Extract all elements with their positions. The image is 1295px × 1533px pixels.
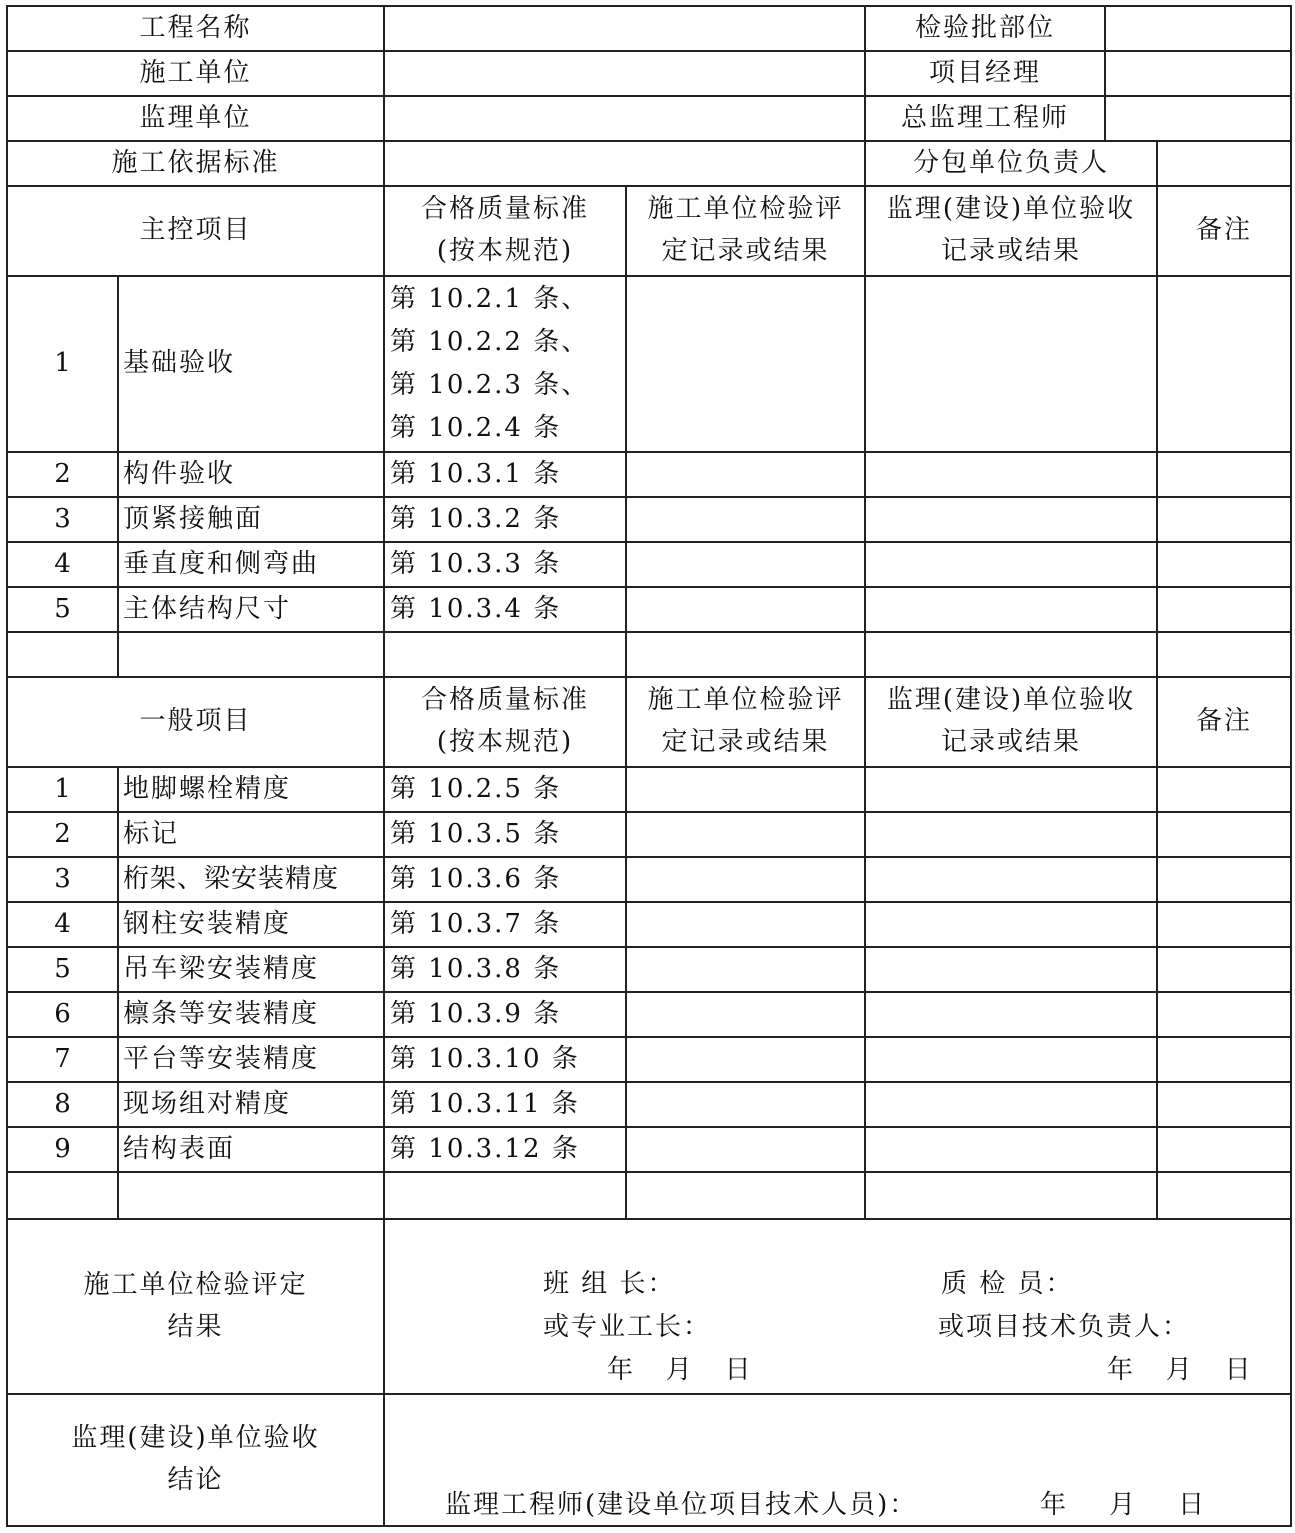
- blank-row: [7, 632, 1291, 677]
- std-column-header: [384, 677, 626, 767]
- item-number: 3: [7, 857, 118, 902]
- general-items-header-row: [7, 677, 1291, 767]
- supervisor-result-cell[interactable]: [865, 497, 1157, 542]
- supervisor-value[interactable]: [384, 96, 865, 141]
- item-standard: 第 10.3.7 条: [384, 902, 626, 947]
- supervisor-conclusion-signature-area[interactable]: [384, 1394, 1291, 1526]
- supervisor-result-cell[interactable]: [865, 947, 1157, 992]
- header-row-2: [7, 51, 1291, 96]
- header-row-4: [7, 141, 1291, 186]
- table-row: [7, 1037, 1291, 1082]
- blank-cell[interactable]: [1157, 632, 1291, 677]
- chief-engineer-value[interactable]: [1105, 96, 1291, 141]
- basis-standard-value[interactable]: [384, 141, 865, 186]
- item-standard: 第 10.3.2 条: [384, 497, 626, 542]
- item-standard: 第 10.3.8 条: [384, 947, 626, 992]
- contractor-result-label-line1: 施工单位检验评定: [83, 1269, 308, 1300]
- blank-cell[interactable]: [626, 632, 865, 677]
- item-name: 平台等安装精度: [118, 1037, 384, 1082]
- std-header-line2: (按本规范): [436, 236, 574, 266]
- supervisor-label: 监理单位: [7, 96, 384, 141]
- table-row: [7, 587, 1291, 632]
- std-line: 第 10.2.2 条、: [390, 327, 590, 357]
- contractor-column-header: [626, 677, 865, 767]
- inspection-form-table: [6, 5, 1292, 1527]
- item-number: 2: [7, 812, 118, 857]
- subcontractor-label: 分包单位负责人: [865, 141, 1157, 186]
- item-standard: 第 10.3.4 条: [384, 587, 626, 632]
- item-name: 檩条等安装精度: [118, 992, 384, 1037]
- std-line: 第 10.2.3 条、: [390, 370, 590, 400]
- contractor-date-right: 年 月 日: [1107, 1354, 1253, 1385]
- blank-cell[interactable]: [118, 1172, 384, 1219]
- item-standard: [384, 276, 626, 452]
- item-standard: 第 10.3.9 条: [384, 992, 626, 1037]
- item-number: 1: [7, 767, 118, 812]
- contractor-column-header: [626, 186, 865, 276]
- item-name: 主体结构尺寸: [118, 587, 384, 632]
- contractor-result-cell[interactable]: [626, 947, 865, 992]
- supervisor-result-cell[interactable]: [865, 1127, 1157, 1172]
- std-header-line1: 合格质量标准: [421, 685, 590, 716]
- item-number: 8: [7, 1082, 118, 1127]
- remarks-column-header: 备注: [1157, 186, 1291, 276]
- std-column-header: [384, 186, 626, 276]
- chief-engineer-label: 总监理工程师: [865, 96, 1105, 141]
- table-row: [7, 497, 1291, 542]
- table-row: [7, 542, 1291, 587]
- remarks-cell[interactable]: [1157, 1037, 1291, 1082]
- remarks-cell[interactable]: [1157, 276, 1291, 452]
- std-line: 第 10.2.4 条: [390, 413, 562, 443]
- header-row-1: [7, 6, 1291, 51]
- item-name: 吊车梁安装精度: [118, 947, 384, 992]
- item-number: 6: [7, 992, 118, 1037]
- item-name: 钢柱安装精度: [118, 902, 384, 947]
- item-name: 垂直度和侧弯曲: [118, 542, 384, 587]
- supervisor-conclusion-label-line1: 监理(建设)单位验收: [71, 1423, 320, 1454]
- contractor-header-line1: 施工单位检验评: [647, 685, 844, 716]
- item-standard: 第 10.3.1 条: [384, 452, 626, 497]
- team-leader-label: 班 组 长：: [543, 1268, 676, 1299]
- contractor-result-cell[interactable]: [626, 1037, 865, 1082]
- contractor-result-cell[interactable]: [626, 1127, 865, 1172]
- item-name: 结构表面: [118, 1127, 384, 1172]
- item-number: 9: [7, 1127, 118, 1172]
- contractor-label: 施工单位: [7, 51, 384, 96]
- item-name: 现场组对精度: [118, 1082, 384, 1127]
- blank-cell[interactable]: [626, 1172, 865, 1219]
- item-standard: 第 10.2.5 条: [384, 767, 626, 812]
- supervisor-result-cell[interactable]: [865, 992, 1157, 1037]
- item-number: 5: [7, 947, 118, 992]
- supervisor-header-line1: 监理(建设)单位验收: [886, 685, 1136, 716]
- remarks-cell[interactable]: [1157, 542, 1291, 587]
- remarks-cell[interactable]: [1157, 902, 1291, 947]
- supervisor-result-cell[interactable]: [865, 542, 1157, 587]
- inspector-label: 质 检 员：: [941, 1268, 1074, 1299]
- contractor-result-signature-area[interactable]: [384, 1219, 1291, 1394]
- item-name: 顶紧接触面: [118, 497, 384, 542]
- supervisor-date: 年 月 日: [1040, 1490, 1207, 1520]
- contractor-result-cell[interactable]: [626, 276, 865, 452]
- blank-cell[interactable]: [384, 1172, 626, 1219]
- remarks-cell[interactable]: [1157, 587, 1291, 632]
- table-row: [7, 992, 1291, 1037]
- item-number: 4: [7, 542, 118, 587]
- contractor-result-cell[interactable]: [626, 857, 865, 902]
- item-standard: 第 10.3.5 条: [384, 812, 626, 857]
- project-manager-value[interactable]: [1105, 51, 1291, 96]
- contractor-result-cell[interactable]: [626, 497, 865, 542]
- foreman-label: 或专业工长：: [543, 1311, 712, 1342]
- contractor-result-cell[interactable]: [626, 812, 865, 857]
- remarks-cell[interactable]: [1157, 452, 1291, 497]
- contractor-header-line1: 施工单位检验评: [647, 194, 844, 225]
- supervisor-column-header: [865, 186, 1157, 276]
- contractor-header-line2: 定记录或结果: [661, 727, 830, 757]
- contractor-result-label-line2: 结果: [167, 1311, 224, 1342]
- main-items-header-row: [7, 186, 1291, 276]
- remarks-cell[interactable]: [1157, 947, 1291, 992]
- remarks-cell[interactable]: [1157, 497, 1291, 542]
- item-standard: 第 10.3.10 条: [384, 1037, 626, 1082]
- supervisor-result-cell[interactable]: [865, 812, 1157, 857]
- blank-cell[interactable]: [384, 632, 626, 677]
- std-line: 第 10.2.1 条、: [390, 284, 590, 314]
- item-name: 桁架、梁安装精度: [118, 857, 384, 902]
- blank-cell[interactable]: [118, 632, 384, 677]
- item-name: 基础验收: [118, 276, 384, 452]
- table-row: [7, 947, 1291, 992]
- project-name-value[interactable]: [384, 6, 865, 51]
- contractor-value[interactable]: [384, 51, 865, 96]
- remarks-cell[interactable]: [1157, 1082, 1291, 1127]
- general-items-title: 一般项目: [7, 677, 384, 767]
- table-row: [7, 1082, 1291, 1127]
- project-manager-label: 项目经理: [865, 51, 1105, 96]
- supervisor-conclusion-label: [7, 1394, 384, 1526]
- supervisor-result-cell[interactable]: [865, 1082, 1157, 1127]
- table-row: [7, 1127, 1291, 1172]
- table-row: [7, 767, 1291, 812]
- item-number: 7: [7, 1037, 118, 1082]
- subcontractor-value[interactable]: [1157, 141, 1291, 186]
- contractor-header-line2: 定记录或结果: [661, 236, 830, 266]
- item-name: 标记: [118, 812, 384, 857]
- table-row: [7, 857, 1291, 902]
- contractor-result-cell[interactable]: [626, 542, 865, 587]
- supervisor-result-cell[interactable]: [865, 767, 1157, 812]
- batch-location-label: 检验批部位: [865, 6, 1105, 51]
- table-row: [7, 902, 1291, 947]
- supervisor-result-cell[interactable]: [865, 857, 1157, 902]
- item-number: 5: [7, 587, 118, 632]
- item-number: 3: [7, 497, 118, 542]
- supervisor-header-line2: 记录或结果: [941, 236, 1082, 266]
- item-name: 地脚螺栓精度: [118, 767, 384, 812]
- remarks-cell[interactable]: [1157, 992, 1291, 1037]
- table-row: [7, 812, 1291, 857]
- item-standard: 第 10.3.6 条: [384, 857, 626, 902]
- remarks-cell[interactable]: [1157, 857, 1291, 902]
- tech-lead-label: 或项目技术负责人：: [938, 1311, 1191, 1342]
- item-number: 1: [7, 276, 118, 452]
- contractor-result-cell[interactable]: [626, 992, 865, 1037]
- supervisor-conclusion-row: [7, 1394, 1291, 1526]
- supervisor-result-cell[interactable]: [865, 902, 1157, 947]
- contractor-result-cell[interactable]: [626, 902, 865, 947]
- table-row: [7, 276, 1291, 452]
- item-number: 2: [7, 452, 118, 497]
- item-name: 构件验收: [118, 452, 384, 497]
- supervisor-result-cell[interactable]: [865, 452, 1157, 497]
- blank-cell[interactable]: [1157, 1172, 1291, 1219]
- item-standard: 第 10.3.12 条: [384, 1127, 626, 1172]
- contractor-date-left: 年 月 日: [607, 1354, 753, 1385]
- item-standard: 第 10.3.3 条: [384, 542, 626, 587]
- item-standard: 第 10.3.11 条: [384, 1082, 626, 1127]
- remarks-cell[interactable]: [1157, 812, 1291, 857]
- supervisor-result-cell[interactable]: [865, 1037, 1157, 1082]
- contractor-result-cell[interactable]: [626, 587, 865, 632]
- supervisor-result-cell[interactable]: [865, 587, 1157, 632]
- main-items-title: 主控项目: [7, 186, 384, 276]
- blank-cell[interactable]: [7, 632, 118, 677]
- supervisor-column-header: [865, 677, 1157, 767]
- header-row-3: [7, 96, 1291, 141]
- supervisor-header-line1: 监理(建设)单位验收: [886, 194, 1136, 225]
- supervisor-header-line2: 记录或结果: [941, 727, 1082, 757]
- std-header-line2: (按本规范): [436, 727, 574, 757]
- blank-row: [7, 1172, 1291, 1219]
- contractor-result-row: [7, 1219, 1291, 1394]
- remarks-column-header: 备注: [1157, 677, 1291, 767]
- supervisor-result-cell[interactable]: [865, 276, 1157, 452]
- contractor-result-cell[interactable]: [626, 452, 865, 497]
- blank-cell[interactable]: [865, 632, 1157, 677]
- remarks-cell[interactable]: [1157, 767, 1291, 812]
- item-number: 4: [7, 902, 118, 947]
- remarks-cell[interactable]: [1157, 1127, 1291, 1172]
- project-name-label: 工程名称: [7, 6, 384, 51]
- contractor-result-label: [7, 1219, 384, 1394]
- batch-location-value[interactable]: [1105, 6, 1291, 51]
- contractor-result-cell[interactable]: [626, 767, 865, 812]
- contractor-result-cell[interactable]: [626, 1082, 865, 1127]
- supervisor-conclusion-label-line2: 结论: [167, 1465, 224, 1495]
- table-row: [7, 452, 1291, 497]
- blank-cell[interactable]: [865, 1172, 1157, 1219]
- supervisor-signer-label: 监理工程师(建设单位项目技术人员)：: [445, 1490, 918, 1520]
- std-header-line1: 合格质量标准: [421, 194, 590, 225]
- basis-standard-label: 施工依据标准: [7, 141, 384, 186]
- blank-cell[interactable]: [7, 1172, 118, 1219]
